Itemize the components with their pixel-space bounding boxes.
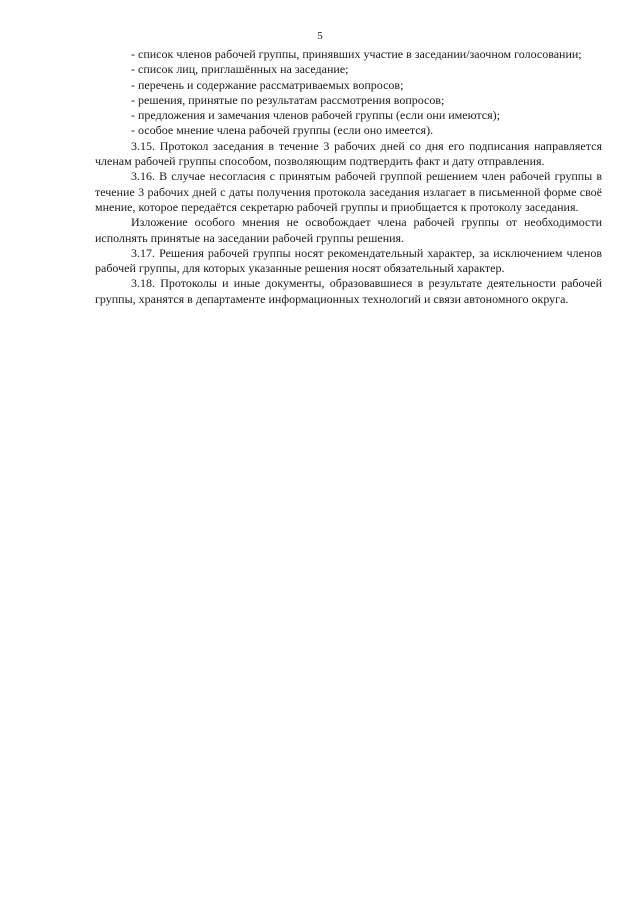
list-item-invited-persons: - список лиц, приглашённых на заседание; <box>131 62 349 77</box>
list-item-issues-list: - перечень и содержание рассматриваемых вопросов; <box>131 77 404 92</box>
clause-3-15: 3.15. Протокол заседания в течение 3 рабочих дней со дня его подписания направляется членам рабочей группы способом, позволяющим подтвердить факт и дату отправления. <box>95 138 602 169</box>
clause-3-18: 3.18. Протоколы и иные документы, образовавшиеся в результате деятельности рабочей группы, хранятся в департаменте информационных технологий и связи автономного округа. <box>95 276 602 306</box>
list-item-decisions: - решения, принятые по результатам рассмотрения вопросов; <box>131 92 445 107</box>
list-item-proposals: - предложения и замечания членов рабочей группы (если они имеются); <box>131 108 500 123</box>
list-item-members-present: - список членов рабочей группы, принявших участие в заседании/заочном голосовании; <box>131 47 582 61</box>
page-number: 5 <box>317 30 323 42</box>
clause-3-16: 3.16. В случае несогласия с принятым рабочей группой решением член рабочей группы в течение 3 рабочих дней с даты получения протокола заседания излагает в письменной форме своё мнение, которое передаётся секретарю рабочей группы и приобщается к протоколу заседания. <box>95 169 602 214</box>
dissenting-opinion-paragraph: Изложение особого мнения не освобождает члена рабочей группы от необходимости исполнять принятые на заседании рабочей группы решения. <box>95 215 602 245</box>
document-body <box>95 47 602 307</box>
list-item-dissenting-opinion: - особое мнение члена рабочей группы (если оно имеется). <box>131 123 434 138</box>
clause-3-17: 3.17. Решения рабочей группы носят рекомендательный характер, за исключением членов рабочей группы, для которых указанные решения носят обязательный характер. <box>95 245 602 276</box>
